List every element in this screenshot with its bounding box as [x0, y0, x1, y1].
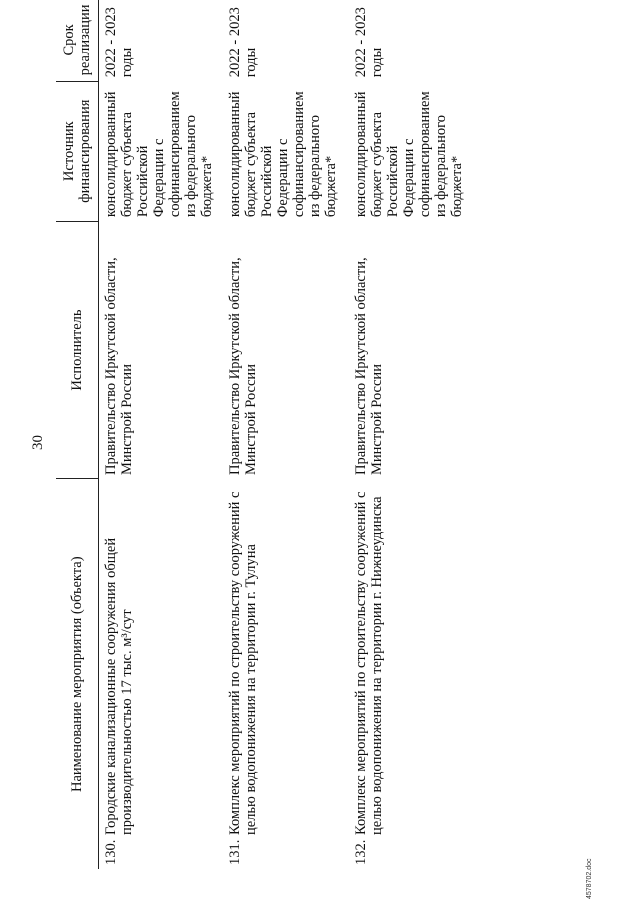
header-name: Наименование мероприятия (объекта) — [56, 479, 99, 869]
cell-term: 2022 - 2023 годы — [227, 7, 259, 78]
cell-name — [349, 479, 493, 869]
cell-source: консолидированный бюджет субъекта Российской Федерации с софинансированием из федерального бюджета* — [227, 91, 339, 218]
document-id: 4578702.doc — [586, 858, 593, 899]
row-number: 130. — [103, 839, 119, 865]
cell-term: 2022 - 2023 годы — [353, 7, 385, 78]
table-row — [349, 0, 493, 869]
cell-term: 2022 - 2023 годы — [103, 7, 135, 78]
header-executor: Исполнитель — [56, 221, 99, 479]
page-number: 30 — [30, 435, 46, 450]
cell-source: консолидированный бюджет субъекта Российской Федерации с софинансированием из федерального бюджета* — [353, 91, 465, 218]
cell-executor: Правительство Иркутской области, Минстрой России — [103, 257, 135, 475]
cell-executor: Правительство Иркутской области, Минстрой России — [353, 257, 385, 475]
cell-name — [223, 479, 349, 869]
cell-executor: Правительство Иркутской области, Минстрой России — [227, 257, 259, 475]
measure-name: Комплекс мероприятий по строительству сооружений с целью водопонижения на территории г. Тулуна — [227, 491, 259, 835]
header-source: Источник финансирования — [56, 81, 99, 221]
cell-name — [99, 479, 224, 869]
row-number: 132. — [353, 839, 369, 865]
measures-table — [56, 0, 493, 869]
row-number: 131. — [227, 839, 243, 865]
table-row — [223, 0, 349, 869]
measure-name: Городские канализационные сооружения общей производительностью 17 тыс. м³/сут — [103, 537, 135, 835]
cell-source: консолидированный бюджет субъекта Российской Федерации с софинансированием из федерального бюджета* — [103, 91, 215, 218]
table-header-row — [56, 0, 99, 869]
table-row — [99, 0, 224, 869]
header-term: Срок реализации — [56, 0, 99, 81]
measure-name: Комплекс мероприятий по строительству сооружений с целью водопонижения на территории г. Нижнеудинска — [353, 491, 385, 835]
